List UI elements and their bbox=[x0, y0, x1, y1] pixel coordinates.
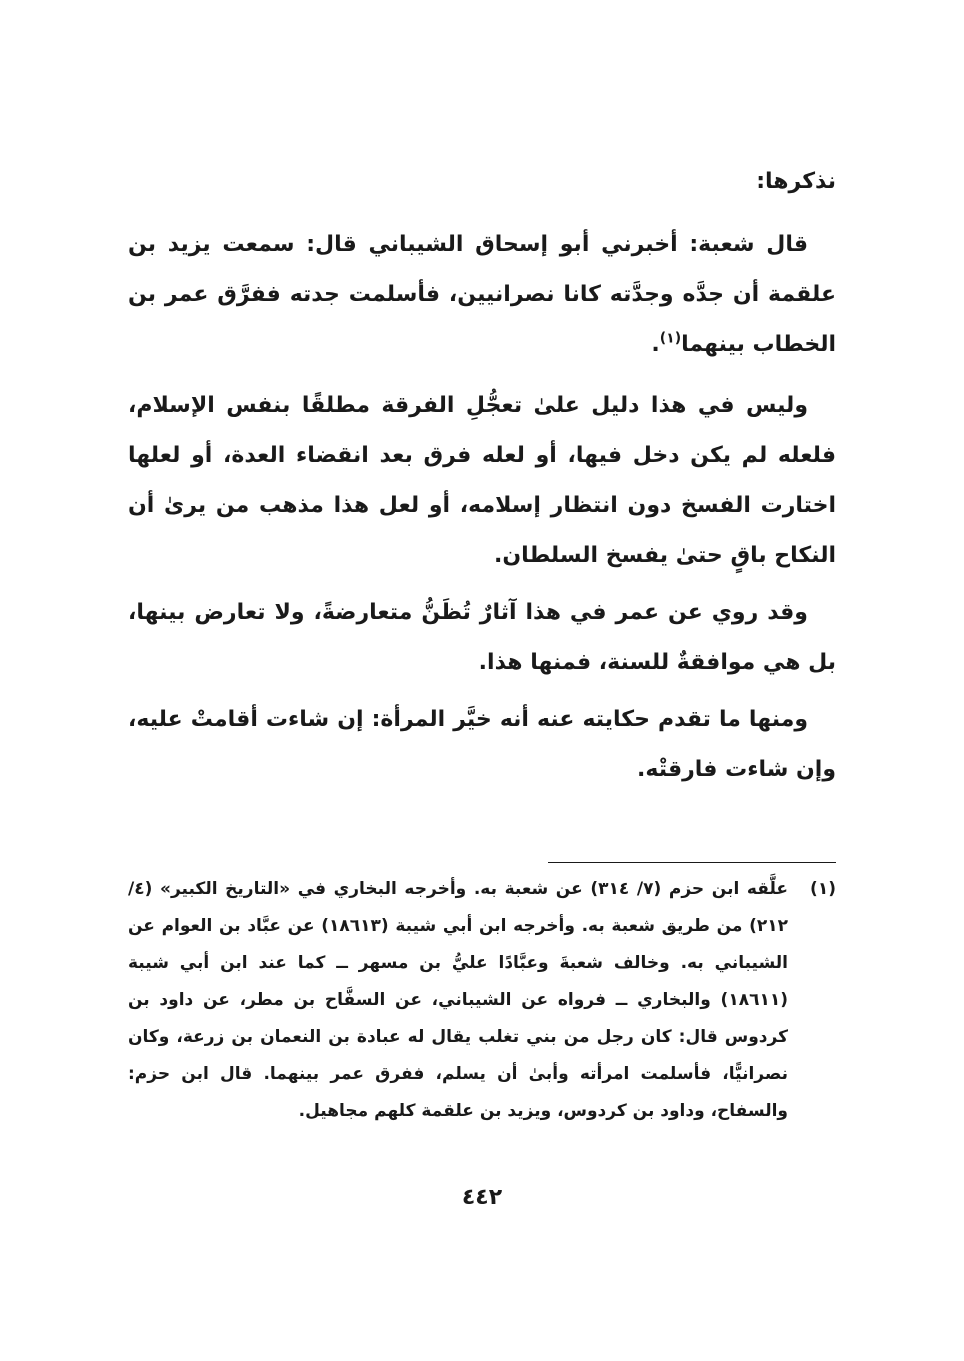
footnote-1-number: (١) bbox=[810, 879, 836, 899]
paragraph-1-text: قال شعبة: أخبرني أبو إسحاق الشيباني قال: سمعت يزيد بن علقمة أن جدَّه وجدَّته كانا نصرانيين، فأسلمت جدته ففرَّق عمر بن الخطاب بينهما bbox=[128, 232, 836, 357]
paragraph-1-tail: . bbox=[651, 332, 660, 357]
paragraph-2-text: وليس في هذا دليل علىٰ تعجُّلِ الفرقة مطلقًا بنفس الإسلام، فلعله لم يكن دخل فيها، أو لعله فرق بعد انقضاء العدة، أو لعلها اختارت الفسخ دون انتظار إسلامه، أو لعل هذا مذهب من يرىٰ أن النكاح باقٍ حتىٰ يفسخ السلطان. bbox=[128, 393, 836, 568]
page-number: ٤٤٢ bbox=[461, 1185, 503, 1210]
footnote-1 bbox=[128, 871, 836, 1130]
footnotes-section bbox=[128, 871, 836, 1130]
paragraph-4-text: ومنها ما تقدم حكايته عنه أنه خيَّر المرأة: إن شاءت أقامتْ عليه، وإن شاءت فارقتْه. bbox=[128, 707, 836, 782]
footnote-divider bbox=[548, 862, 836, 863]
paragraph-3-text: وقد روي عن عمر في هذا آثارٌ تُظَنُّ متعارضةً، ولا تعارض بينها، بل هي موافقةٌ للسنة، فمنها هذا. bbox=[128, 600, 836, 675]
paragraph-4 bbox=[128, 695, 836, 795]
paragraph-2 bbox=[128, 381, 836, 581]
heading-text: نذكرها: bbox=[756, 169, 836, 194]
paragraph-3 bbox=[128, 588, 836, 688]
footnote-ref-1[interactable]: (١) bbox=[659, 330, 682, 347]
paragraph-1-content bbox=[128, 220, 836, 370]
section-heading bbox=[128, 157, 836, 207]
footnote-1-text: علَّقه ابن حزم (٧/ ٣١٤) عن شعبة به. وأخرجه البخاري في «التاريخ الكبير» (٤/ ٢١٢) من طريق شعبة به. وأخرجه ابن أبي شيبة (١٨٦١٣) عن عبَّاد بن العوام عن الشيباني به. وخالف شعبةَ وعبَّادًا عليُّ بن مسهر ــ كما عند ابن أبي شيبة (١٨٦١١) والبخاري ــ فرواه عن الشيباني، عن السفَّاح بن مطر، عن داود بن كردوس قال: كان رجل من بني تغلب يقال له عبادة بن النعمان بن زرعة، وكان نصرانيًّا، فأسلمت امرأته وأبىٰ أن يسلم، ففرق عمر بينهما. قال ابن حزم: والسفاح، وداود بن كردوس، ويزيد بن علقمة كلهم مجاهيل. bbox=[128, 879, 789, 1121]
paragraph-1 bbox=[128, 220, 836, 370]
